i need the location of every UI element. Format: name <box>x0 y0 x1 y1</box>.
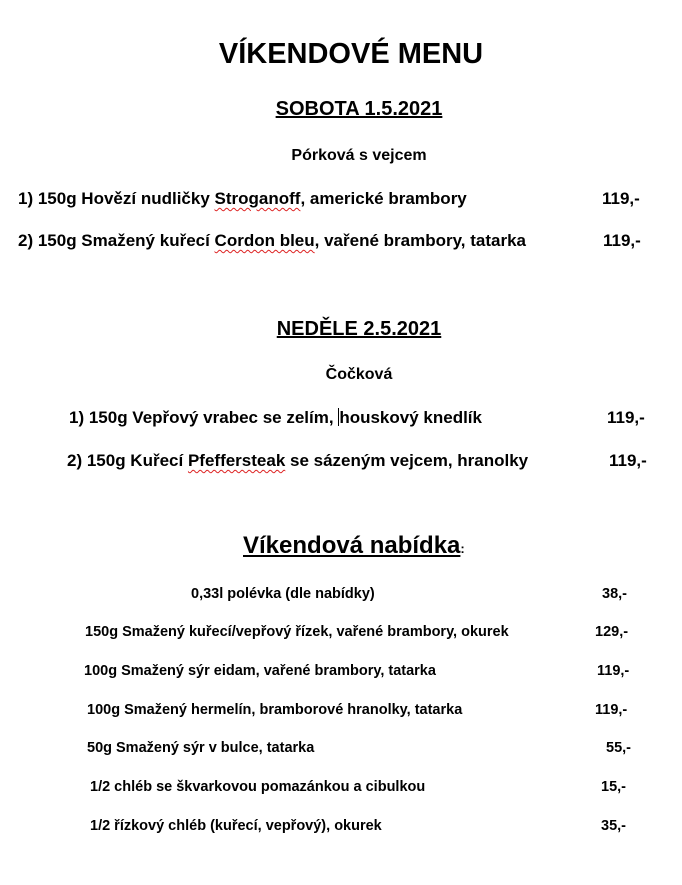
saturday-item-1-price: 119,- <box>602 189 640 208</box>
offer-item-1-price: 38,- <box>602 586 627 602</box>
item-text: , vařené brambory, tatarka <box>314 231 526 250</box>
sunday-soup: Čočková <box>325 366 393 383</box>
sunday-item-1-price: 119,- <box>607 408 645 427</box>
offer-item-3-price: 119,- <box>597 663 630 679</box>
offer-item-3: 100g Smažený sýr eidam, vařené brambory, tatarka <box>84 663 436 679</box>
sunday-item-2 <box>67 451 528 471</box>
offer-item-2: 150g Smažený kuřecí/vepřový řízek, vařené brambory, okurek <box>85 624 509 640</box>
offer-item-2-price: 129,- <box>595 624 629 640</box>
item-text: 1) 150g Vepřový vrabec se zelím, <box>69 408 339 427</box>
offer-item-7: 1/2 řízkový chléb (kuřecí, vepřový), okurek <box>90 818 382 834</box>
spellcheck-word: Cordon bleu <box>214 231 315 250</box>
sunday-item-2-price: 119,- <box>609 451 647 470</box>
offer-item-5: 50g Smažený sýr v bulce, tatarka <box>87 740 315 756</box>
offer-item-4: 100g Smažený hermelín, bramborové hranolky, tatarka <box>87 702 463 718</box>
offer-heading-colon: : <box>460 541 465 556</box>
spellcheck-word: Pfeffersteak <box>187 451 286 470</box>
item-text: , americké brambory <box>300 189 467 208</box>
item-text: houskový knedlík <box>339 408 482 427</box>
offer-item-5-price: 55,- <box>606 740 631 756</box>
offer-heading <box>243 532 465 560</box>
sunday-item-1 <box>69 408 482 428</box>
item-text: se sázeným vejcem, hranolky <box>285 451 529 470</box>
saturday-item-2-price: 119,- <box>603 231 641 250</box>
offer-item-6-price: 15,- <box>601 779 626 795</box>
offer-heading-text: Víkendová nabídka <box>243 532 461 559</box>
saturday-heading: SOBOTA 1.5.2021 <box>275 98 443 120</box>
item-text: 1) 150g Hovězí nudličky <box>18 189 215 208</box>
saturday-item-1 <box>18 189 467 209</box>
offer-item-6: 1/2 chléb se škvarkovou pomazánkou a cibulkou <box>90 779 426 795</box>
saturday-soup: Pórková s vejcem <box>291 147 427 164</box>
offer-item-7-price: 35,- <box>601 818 626 834</box>
offer-item-1: 0,33l polévka (dle nabídky) <box>191 586 375 602</box>
item-text: 2) 150g Smažený kuřecí <box>18 231 215 250</box>
sunday-heading: NEDĚLE 2.5.2021 <box>276 318 442 340</box>
spellcheck-word: Stroganoff <box>214 189 301 208</box>
offer-item-4-price: 119,- <box>595 702 628 718</box>
menu-title: VÍKENDOVÉ MENU <box>218 38 484 70</box>
item-text: 2) 150g Kuřecí <box>67 451 188 470</box>
saturday-item-2 <box>18 231 526 251</box>
